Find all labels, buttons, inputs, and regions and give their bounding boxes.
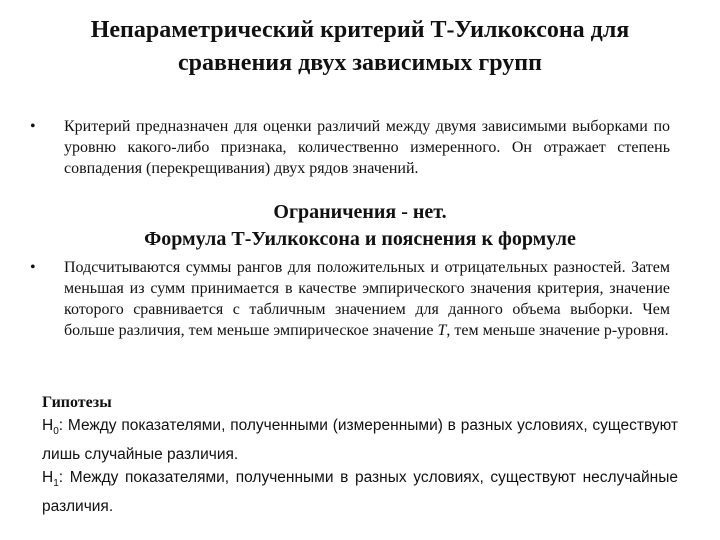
- formula-text-part-2: , тем меньше значение р-уровня.: [446, 322, 669, 339]
- h1-index: 1: [53, 478, 59, 490]
- bullet-description-text: Критерий предназначен для оценки различий между двумя зависимыми выборками по уровню какого-либо признака, количественно измеренного. Он отражает степень совпадения (перекрещивания) двух рядов значений.: [64, 118, 670, 177]
- h1-text: : Между показателями, полученными в разных условиях, существуют неслучайные различия.: [42, 469, 678, 516]
- restrictions-heading: Ограничения - нет.: [273, 201, 447, 223]
- formula-text-part-1: Подсчитываются суммы рангов для положительных и отрицательных разностей. Затем меньшая из сумм принимается в качестве эмпирического значения критерия, значение которого сравнивается с табличным значением для данного объема выборки. Чем больше различия, тем меньше эмпирическое значение: [64, 259, 670, 339]
- bullet-formula-explanation: [30, 257, 670, 341]
- hypotheses-block: [42, 391, 678, 518]
- h0-letter: H: [42, 417, 54, 434]
- h0-text: : Между показателями, полученными (измеренными) в разных условиях, существуют лишь случайные различия.: [42, 417, 678, 464]
- hypothesis-h0: [42, 414, 678, 466]
- h0-index: 0: [53, 426, 59, 438]
- slide-title: [20, 14, 700, 80]
- bullet-formula-text: [64, 257, 670, 341]
- h1-letter: H: [42, 469, 54, 487]
- title-line-1: Непараметрический критерий Т-Уилкоксона для: [90, 17, 630, 43]
- bullet-description: [30, 116, 670, 179]
- title-line-2: сравнения двух зависимых групп: [178, 50, 542, 76]
- formula-text-T: Т: [437, 322, 447, 339]
- hypotheses-heading: Гипотезы: [42, 394, 112, 411]
- bullet-dot: •: [30, 259, 36, 276]
- formula-heading: Формула Т-Уилкоксона и пояснения к формуле: [144, 228, 576, 250]
- hypothesis-h1: [42, 466, 678, 518]
- bullet-dot: •: [30, 118, 36, 135]
